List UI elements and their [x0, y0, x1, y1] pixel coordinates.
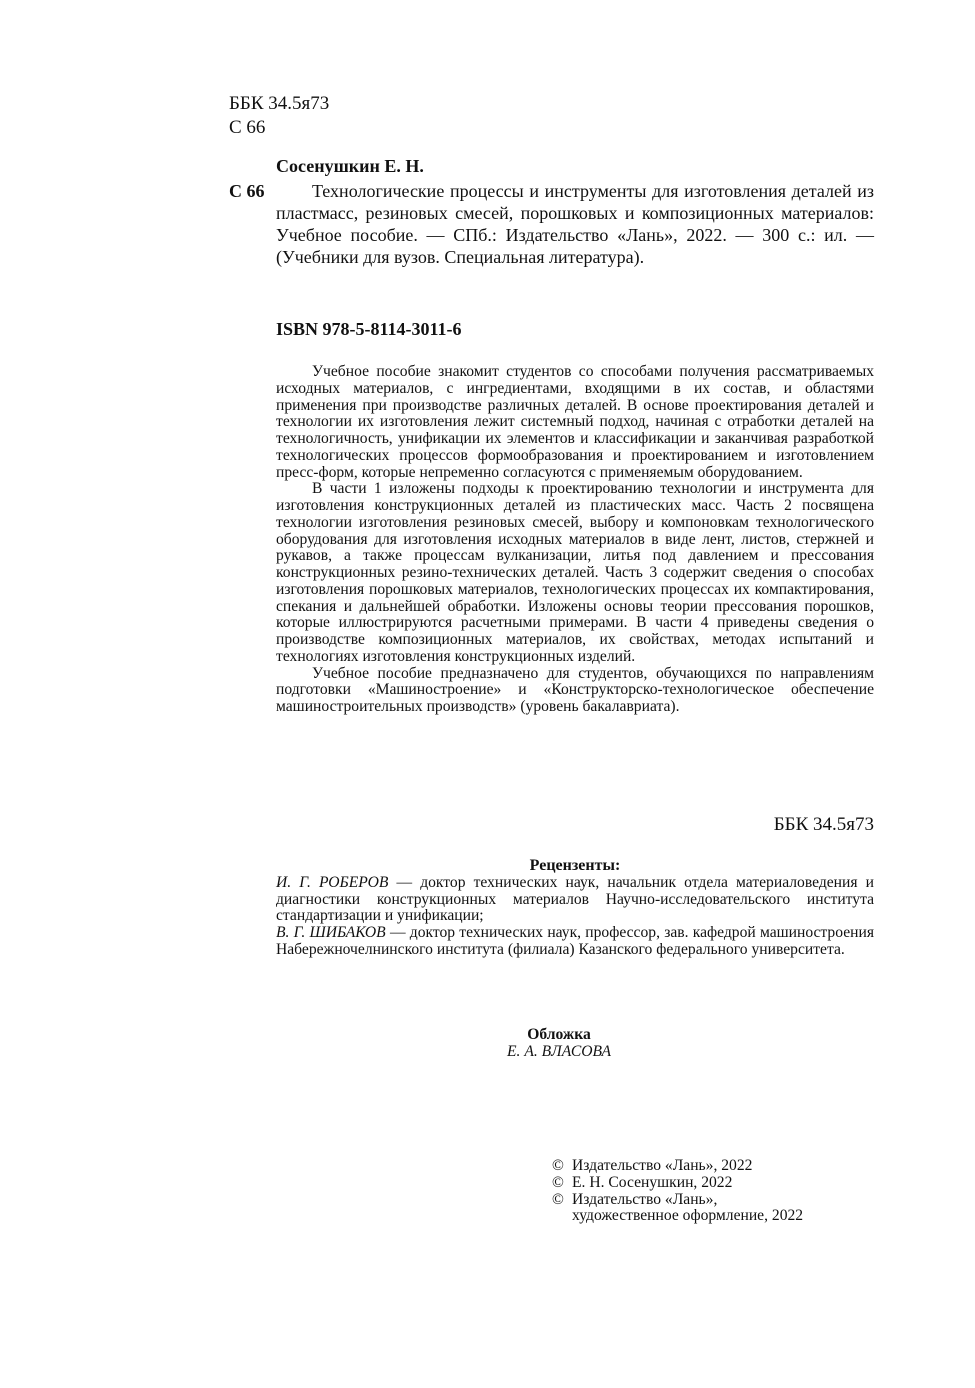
reviewer-entry [276, 925, 874, 959]
reviewer-name: И. Г. РОБЕРОВ [276, 873, 389, 891]
copyright-symbol: © [552, 1157, 564, 1174]
annotation [276, 364, 874, 716]
reviewer-entry [276, 875, 874, 925]
copyright-text: Издательство «Лань», 2022 [572, 1157, 753, 1174]
cover-credit [276, 1026, 842, 1060]
copyright-line [552, 1158, 803, 1175]
annotation-paragraph: Учебное пособие предназначено для студентов, обучающихся по направлениям подготовки «Машиностроение» и «Конструкторско-технологическое обеспечение машиностроительных производств» (уровень бакалавриата). [276, 664, 874, 715]
cutter-mark: С 66 [229, 181, 265, 201]
copyright-symbol: © [552, 1190, 564, 1208]
annotation-paragraph: Учебное пособие знакомит студентов со способами получения рассматриваемых исходных материалов, с ингредиентами, входящими в их состав, и областями применения при производстве различных деталей. В основе проектирования деталей и технологии их изготовления лежит системный подход, начиная с отработки деталей на технологичность, унификации их элементов и классификации и заканчивая разработкой технологических процессов формообразования и проектированием и изготовлением пресс-форм, которые непременно согласуются с применяемым оборудованием. [276, 363, 874, 481]
copyright-block [552, 1158, 803, 1225]
isbn: ISBN 978-5-8114-3011-6 [276, 319, 462, 339]
copyright-continuation: художественное оформление, 2022 [572, 1207, 804, 1225]
bbk-classification-top [229, 92, 329, 140]
copyright-text: Издательство «Лань», [572, 1190, 718, 1208]
cover-label: Обложка [527, 1026, 591, 1043]
copyright-text: Е. Н. Сосенушкин, 2022 [572, 1173, 733, 1191]
cover-designer: Е. А. ВЛАСОВА [507, 1043, 611, 1060]
bbk-code-right: ББК 34.5я73 [773, 814, 874, 835]
copyright-line [552, 1175, 803, 1192]
copyright-line [552, 1192, 803, 1209]
bibliographic-description: Технологические процессы и инструменты для изготовления деталей из пластмасс, резиновых смесей, порошковых и композиционных материалов: Учебное пособие. — СПб.: Издательство «Лань», 2022. — 300 с.: ил. — (Учебники для вузов. Специальная литература). [276, 181, 874, 267]
bbk-code: ББК 34.5я73 [229, 93, 330, 114]
annotation-paragraph: В части 1 изложены подходы к проектированию технологии и инструмента для изготовления конструкционных деталей из пластических масс. Часть 2 посвящена технологии изготовления резиновых смесей, выбору и компоновкам технологического оборудования для изготовления исходных материалов в виде лент, листов, стержней и рукавов, а также процессам вулканизации, литья под давлением и прессования конструкционных резино-технических деталей. Часть 3 содержит сведения о способах изготовления порошковых материалов, технологических процессах их компактирования, спекания и дальнейшей обработки. Изложены основы теории прессования порошков, которые иллюстрируются расчетными примерами. В части 4 приведены сведения о производстве композиционных материалов, их свойствах, методах испытаний и технологиях изготовления конструкционных изделий. [276, 480, 874, 665]
reviewer-name: В. Г. ШИБАКОВ [276, 924, 386, 941]
reviewers-block [276, 858, 874, 959]
reviewer-description: — доктор технических наук, начальник отдела материаловедения и диагностики конструкционных материалов Научно-исследовательского института стандартизации и унификации; [276, 873, 874, 925]
reviewers-heading: Рецензенты: [529, 857, 621, 874]
author-name: Сосенушкин Е. Н. [276, 156, 424, 176]
copyright-symbol: © [552, 1173, 564, 1191]
cutter-code: С 66 [229, 117, 266, 138]
reviewer-description: — доктор технических наук, профессор, зав. кафедрой машиностроения Набережночелнинского института (филиала) Казанского федерального университета. [276, 924, 875, 958]
